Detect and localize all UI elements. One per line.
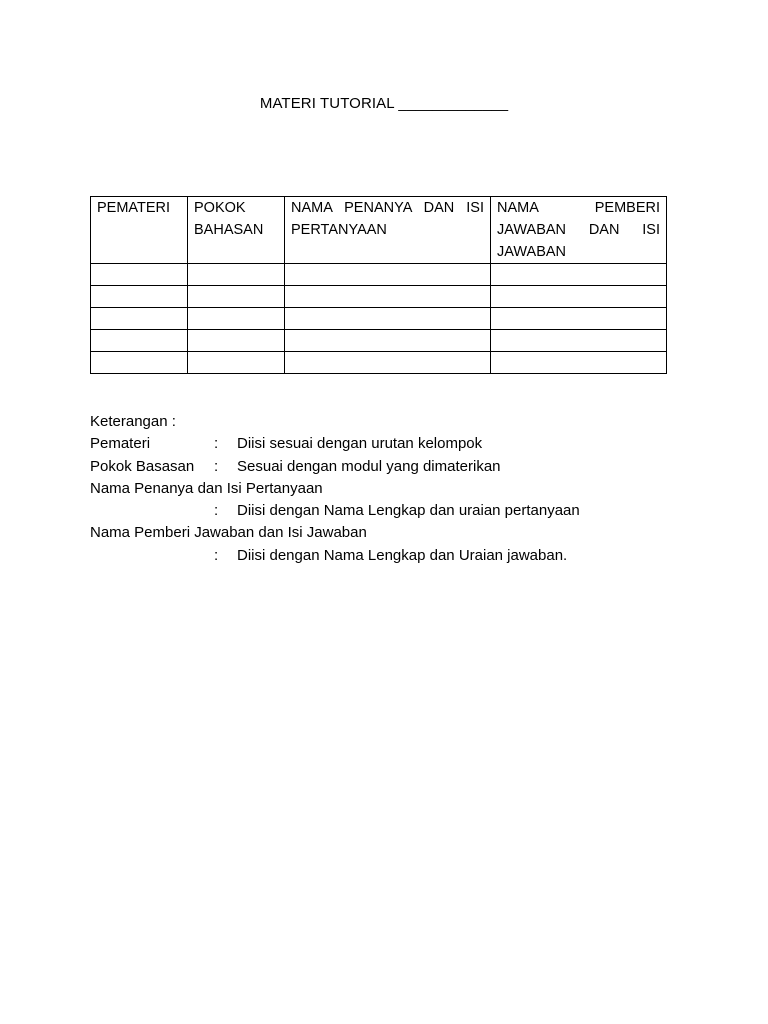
- note-colon: :: [214, 546, 219, 564]
- table-row: [91, 330, 667, 352]
- table-cell[interactable]: [91, 264, 188, 286]
- note-colon: :: [214, 435, 219, 453]
- header-nama-penanya: NAMA PENANYA DAN ISI PERTANYAAN: [285, 197, 491, 264]
- note-desc: Sesuai dengan modul yang dimaterikan: [237, 457, 501, 475]
- header-nama-pemberi: NAMA PEMBERI JAWABAN DAN ISI JAWABAN: [491, 197, 667, 264]
- table-cell[interactable]: [91, 308, 188, 330]
- table-cell[interactable]: [188, 352, 285, 374]
- table-cell[interactable]: [285, 286, 491, 308]
- tutorial-table: [90, 196, 667, 374]
- note-desc: Diisi sesuai dengan urutan kelompok: [237, 435, 483, 453]
- note-item-nama-penanya: [90, 478, 690, 500]
- table-row: [91, 308, 667, 330]
- note-item-pemateri: [90, 433, 690, 455]
- table-cell[interactable]: [491, 330, 667, 352]
- notes-section: [90, 411, 690, 567]
- note-colon: :: [214, 502, 219, 520]
- note-term: Pemateri: [90, 435, 151, 453]
- table-cell[interactable]: [491, 352, 667, 374]
- page-title: MATERI TUTORIAL _____________: [259, 95, 509, 112]
- table-row: [91, 264, 667, 286]
- table-cell[interactable]: [188, 286, 285, 308]
- table-cell[interactable]: [188, 264, 285, 286]
- note-term: Nama Pemberi Jawaban dan Isi Jawaban: [90, 524, 367, 542]
- table-cell[interactable]: [285, 352, 491, 374]
- table-cell[interactable]: [491, 264, 667, 286]
- note-item-nama-pemberi-desc: [90, 545, 690, 567]
- table-header-row: [91, 197, 667, 264]
- table-cell[interactable]: [285, 330, 491, 352]
- table-cell[interactable]: [91, 352, 188, 374]
- note-item-nama-pemberi: [90, 522, 690, 544]
- table-cell[interactable]: [91, 286, 188, 308]
- table-cell[interactable]: [285, 264, 491, 286]
- note-term: Pokok Basasan: [90, 457, 195, 475]
- notes-heading: Keterangan :: [90, 413, 176, 430]
- note-colon: :: [214, 457, 219, 475]
- table-cell[interactable]: [285, 308, 491, 330]
- header-pokok-bahasan: POKOK BAHASAN: [188, 197, 285, 264]
- note-desc: Diisi dengan Nama Lengkap dan uraian pertanyaan: [237, 502, 580, 520]
- note-desc: Diisi dengan Nama Lengkap dan Uraian jawaban.: [237, 546, 568, 564]
- table-cell[interactable]: [188, 308, 285, 330]
- note-item-nama-penanya-desc: [90, 500, 690, 522]
- table-cell[interactable]: [188, 330, 285, 352]
- table-row: [91, 286, 667, 308]
- header-pemateri: PEMATERI: [91, 197, 188, 264]
- table-cell[interactable]: [491, 286, 667, 308]
- table-cell[interactable]: [91, 330, 188, 352]
- note-term: Nama Penanya dan Isi Pertanyaan: [90, 479, 323, 497]
- table-cell[interactable]: [491, 308, 667, 330]
- note-item-pokok-basasan: [90, 456, 690, 478]
- table-row: [91, 352, 667, 374]
